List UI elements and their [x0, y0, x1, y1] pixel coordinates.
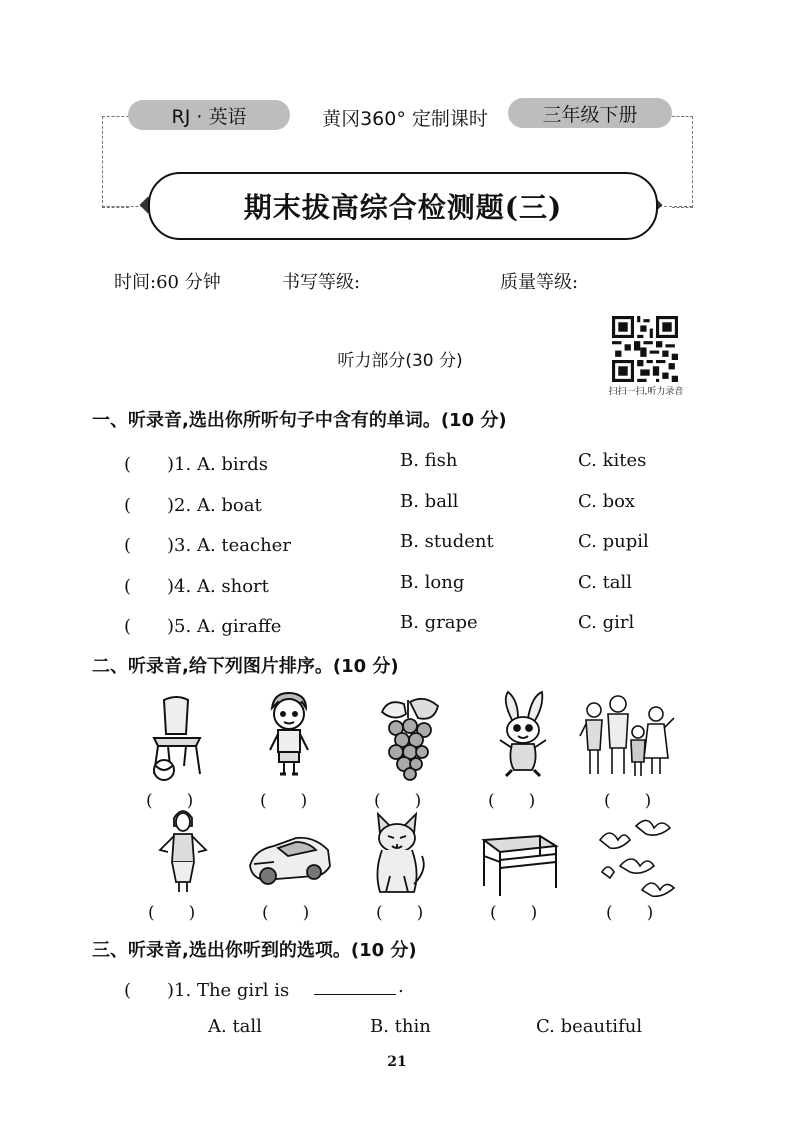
section1-question-2	[124, 491, 684, 515]
section3-question-1	[124, 976, 684, 1000]
car-icon	[244, 816, 334, 906]
section1-title: 一、听录音,选出你所听句子中含有的单词。(10 分)	[92, 410, 507, 431]
section1-question-1	[124, 450, 684, 474]
grapes-icon	[374, 692, 444, 782]
question-option-c[interactable]: C. kites	[578, 450, 647, 471]
option-c[interactable]: C. beautiful	[536, 1016, 643, 1037]
page-number: 21	[387, 1054, 407, 1070]
picture-answer-slot[interactable]: ( )	[604, 791, 652, 811]
chair-ball-icon	[142, 694, 212, 784]
header-frame-right	[672, 116, 693, 208]
picture-answer-slot[interactable]: ( )	[148, 903, 196, 923]
picture-answer-slot[interactable]: ( )	[374, 791, 422, 811]
birds-icon	[596, 810, 676, 900]
question-option-a[interactable]: ( )4. A. short	[124, 575, 269, 597]
option-a[interactable]: A. tall	[208, 1016, 262, 1037]
question-text: ( )1. The girl is	[124, 980, 290, 1001]
desk-icon	[480, 816, 560, 906]
cat-icon	[362, 810, 432, 900]
section1-question-3	[124, 531, 684, 555]
question-option-b[interactable]: B. grape	[400, 612, 478, 633]
writing-grade-label: 书写等级:	[282, 272, 361, 293]
question-option-b[interactable]: B. student	[400, 531, 494, 552]
family-icon	[578, 692, 678, 782]
question-option-c[interactable]: C. tall	[578, 571, 633, 593]
rabbit-icon	[488, 690, 558, 780]
picture-answer-slot[interactable]: ( )	[606, 903, 654, 923]
picture-answer-slot[interactable]: ( )	[146, 791, 194, 811]
woman-icon	[148, 806, 218, 896]
section3-options	[208, 1016, 768, 1040]
question-option-b[interactable]: B. long	[400, 571, 465, 593]
question-option-b[interactable]: B. ball	[400, 490, 459, 512]
section3-title: 三、听录音,选出你听到的选项。(10 分)	[92, 940, 417, 961]
time-label: 时间:60 分钟	[114, 272, 221, 293]
question-option-b[interactable]: B. fish	[400, 450, 458, 471]
picture-answer-slot[interactable]: ( )	[490, 903, 538, 923]
quality-grade-label: 质量等级:	[500, 272, 579, 293]
subject-pill: RJ · 英语	[128, 100, 290, 130]
answer-blank[interactable]	[314, 976, 396, 995]
series-label: 黄冈360° 定制课时	[322, 108, 488, 130]
section1-question-5	[124, 612, 684, 636]
section1-question-4	[124, 572, 684, 596]
picture-answer-slot[interactable]: ( )	[262, 903, 310, 923]
grade-pill: 三年级下册	[508, 98, 672, 128]
header-frame-left	[102, 116, 129, 208]
section2-title: 二、听录音,给下列图片排序。(10 分)	[92, 656, 399, 677]
qr-caption: 扫扫一扫,听力录音	[608, 387, 684, 397]
question-option-c[interactable]: C. box	[578, 490, 636, 512]
question-option-c[interactable]: C. pupil	[578, 531, 649, 552]
option-b[interactable]: B. thin	[370, 1016, 431, 1037]
question-option-a[interactable]: ( )3. A. teacher	[124, 535, 291, 556]
listening-part-title: 听力部分(30 分)	[337, 351, 463, 371]
picture-answer-slot[interactable]: ( )	[376, 903, 424, 923]
qr-code-icon[interactable]	[612, 316, 678, 382]
question-option-c[interactable]: C. girl	[578, 612, 635, 633]
picture-answer-slot[interactable]: ( )	[488, 791, 536, 811]
question-option-a[interactable]: ( )5. A. giraffe	[124, 616, 282, 637]
page-title: 期末拔高综合检测题(三)	[148, 172, 658, 240]
boy-icon	[254, 690, 324, 780]
picture-answer-slot[interactable]: ( )	[260, 791, 308, 811]
question-option-a[interactable]: ( )1. A. birds	[124, 454, 269, 475]
question-option-a[interactable]: ( )2. A. boat	[124, 494, 262, 516]
question-suffix: .	[398, 976, 404, 997]
